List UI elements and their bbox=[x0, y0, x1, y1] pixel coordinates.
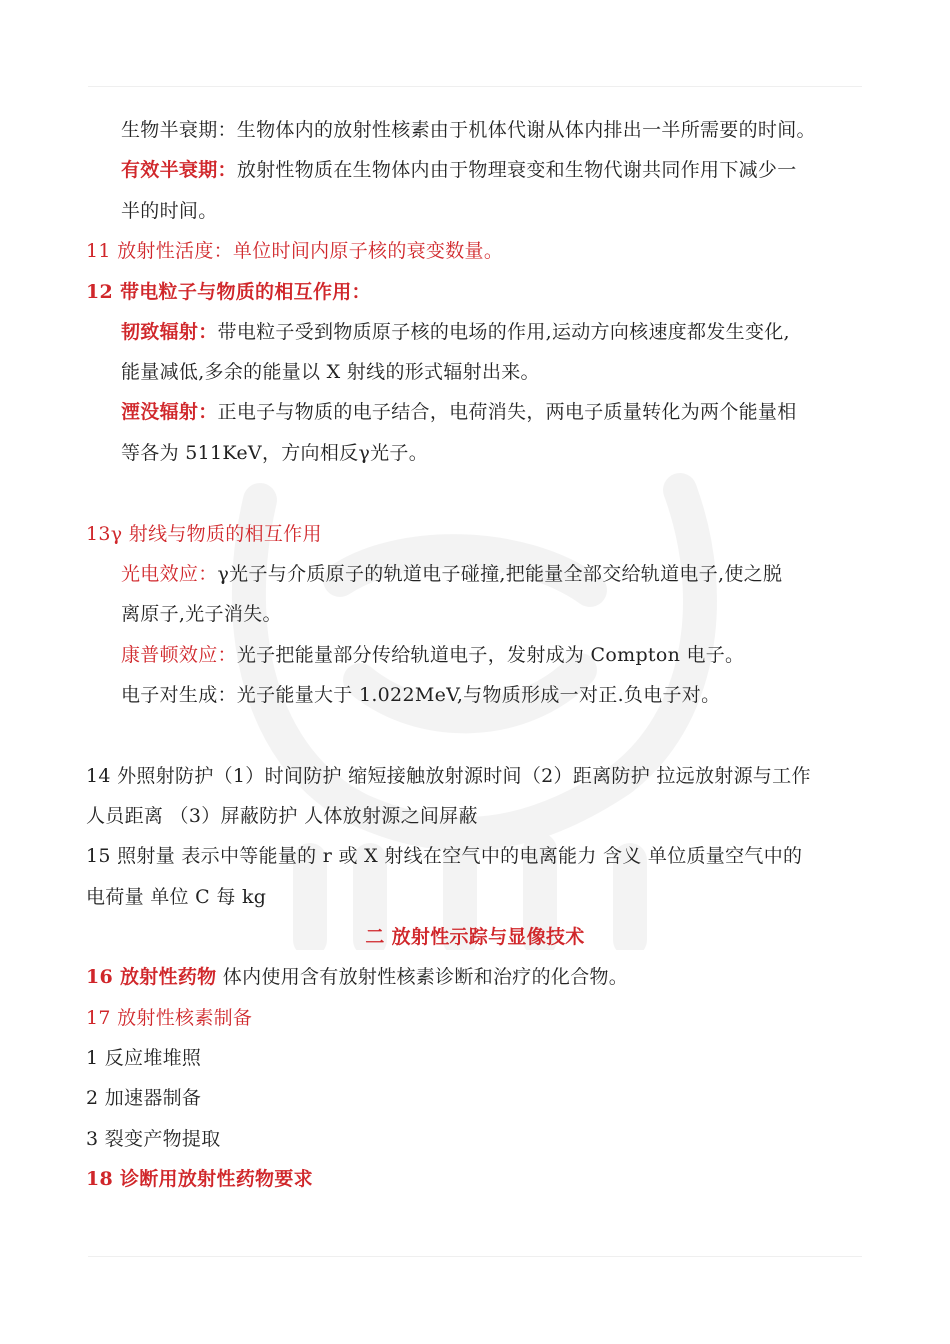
heading-nuclide-preparation bbox=[86, 1005, 252, 1031]
line-text: 能量减低,多余的能量以 X 射线的形式辐射出来。 bbox=[121, 361, 540, 383]
line-text: 体内使用含有放射性核素诊断和治疗的化合物。 bbox=[216, 966, 629, 988]
line-radiopharmaceutical bbox=[86, 964, 628, 990]
line-text: 带电粒子受到物质原子核的电场的作用,运动方向核速度都发生变化, bbox=[217, 321, 790, 343]
line-text: 半的时间。 bbox=[121, 200, 218, 222]
term-label: 光电效应： bbox=[121, 563, 218, 585]
line-biological-half-life bbox=[121, 117, 816, 143]
term-label: 有效半衰期： bbox=[121, 159, 237, 181]
line-annihilation bbox=[121, 399, 797, 425]
term-label: 康普顿效应： bbox=[121, 644, 237, 666]
line-text: γ光子与介质原子的轨道电子碰撞,把能量全部交给轨道电子,使之脱 bbox=[217, 563, 783, 585]
line-continuation bbox=[86, 803, 478, 829]
line-text: 电子对生成：光子能量大于 1.022MeV,与物质形成一对正.负电子对。 bbox=[121, 684, 721, 706]
line-effective-half-life bbox=[121, 157, 797, 183]
term-label: 韧致辐射： bbox=[121, 321, 218, 343]
line-text: 放射性物质在生物体内由于物理衰变和生物代谢共同作用下减少一 bbox=[236, 159, 797, 181]
term-label: 湮没辐射： bbox=[121, 401, 218, 423]
line-text: 等各为 511KeV，方向相反γ光子。 bbox=[121, 442, 429, 464]
line-text: 生物半衰期：生物体内的放射性核素由于机体代谢从体内排出一半所需要的时间。 bbox=[121, 119, 816, 141]
heading-charged-particles bbox=[86, 279, 371, 305]
term-label: 16 放射性药物 bbox=[86, 966, 217, 988]
line-continuation bbox=[121, 601, 282, 627]
line-text: 1 反应堆堆照 bbox=[86, 1047, 202, 1069]
line-text: 正电子与物质的电子结合，电荷消失，两电子质量转化为两个能量相 bbox=[217, 401, 797, 423]
line-pair-production bbox=[121, 682, 720, 708]
line-text: 17 放射性核素制备 bbox=[86, 1007, 253, 1029]
line-exposure bbox=[86, 843, 802, 869]
line-continuation bbox=[86, 884, 266, 910]
line-continuation bbox=[121, 359, 540, 385]
section-title bbox=[0, 924, 950, 950]
line-text: 人员距离 （3）屏蔽防护 人体放射源之间屏蔽 bbox=[86, 805, 478, 827]
line-text: 18 诊断用放射性药物要求 bbox=[86, 1168, 313, 1190]
line-text: 11 放射性活度：单位时间内原子核的衰变数量。 bbox=[86, 240, 504, 262]
heading-gamma-interaction bbox=[86, 521, 322, 547]
line-bremsstrahlung bbox=[121, 319, 790, 345]
line-text: 电荷量 单位 C 每 kg bbox=[86, 886, 267, 908]
line-text: 15 照射量 表示中等能量的 r 或 X 射线在空气中的电离能力 含义 单位质量空气中的 bbox=[86, 845, 803, 867]
line-text: 2 加速器制备 bbox=[86, 1087, 202, 1109]
line-text: 3 裂变产物提取 bbox=[86, 1128, 221, 1150]
header-rule bbox=[88, 86, 862, 87]
line-text: 光子把能量部分传给轨道电子，发射成为 Compton 电子。 bbox=[236, 644, 745, 666]
line-text: 12 带电粒子与物质的相互作用： bbox=[86, 281, 371, 303]
line-compton bbox=[121, 642, 744, 668]
line-text: 14 外照射防护（1）时间防护 缩短接触放射源时间（2）距离防护 拉远放射源与工作 bbox=[86, 765, 811, 787]
line-continuation bbox=[121, 440, 428, 466]
line-external-protection bbox=[86, 763, 811, 789]
list-item bbox=[86, 1045, 201, 1071]
line-text: 13γ 射线与物质的相互作用 bbox=[86, 523, 322, 545]
line-photoelectric bbox=[121, 561, 782, 587]
heading-diagnostic-requirements bbox=[86, 1166, 313, 1192]
line-text: 二 放射性示踪与显像技术 bbox=[365, 926, 585, 948]
line-continuation bbox=[121, 198, 218, 224]
line-text: 离原子,光子消失。 bbox=[121, 603, 282, 625]
heading-activity bbox=[86, 238, 503, 264]
footer-rule bbox=[88, 1256, 862, 1257]
list-item bbox=[86, 1085, 201, 1111]
list-item bbox=[86, 1126, 221, 1152]
